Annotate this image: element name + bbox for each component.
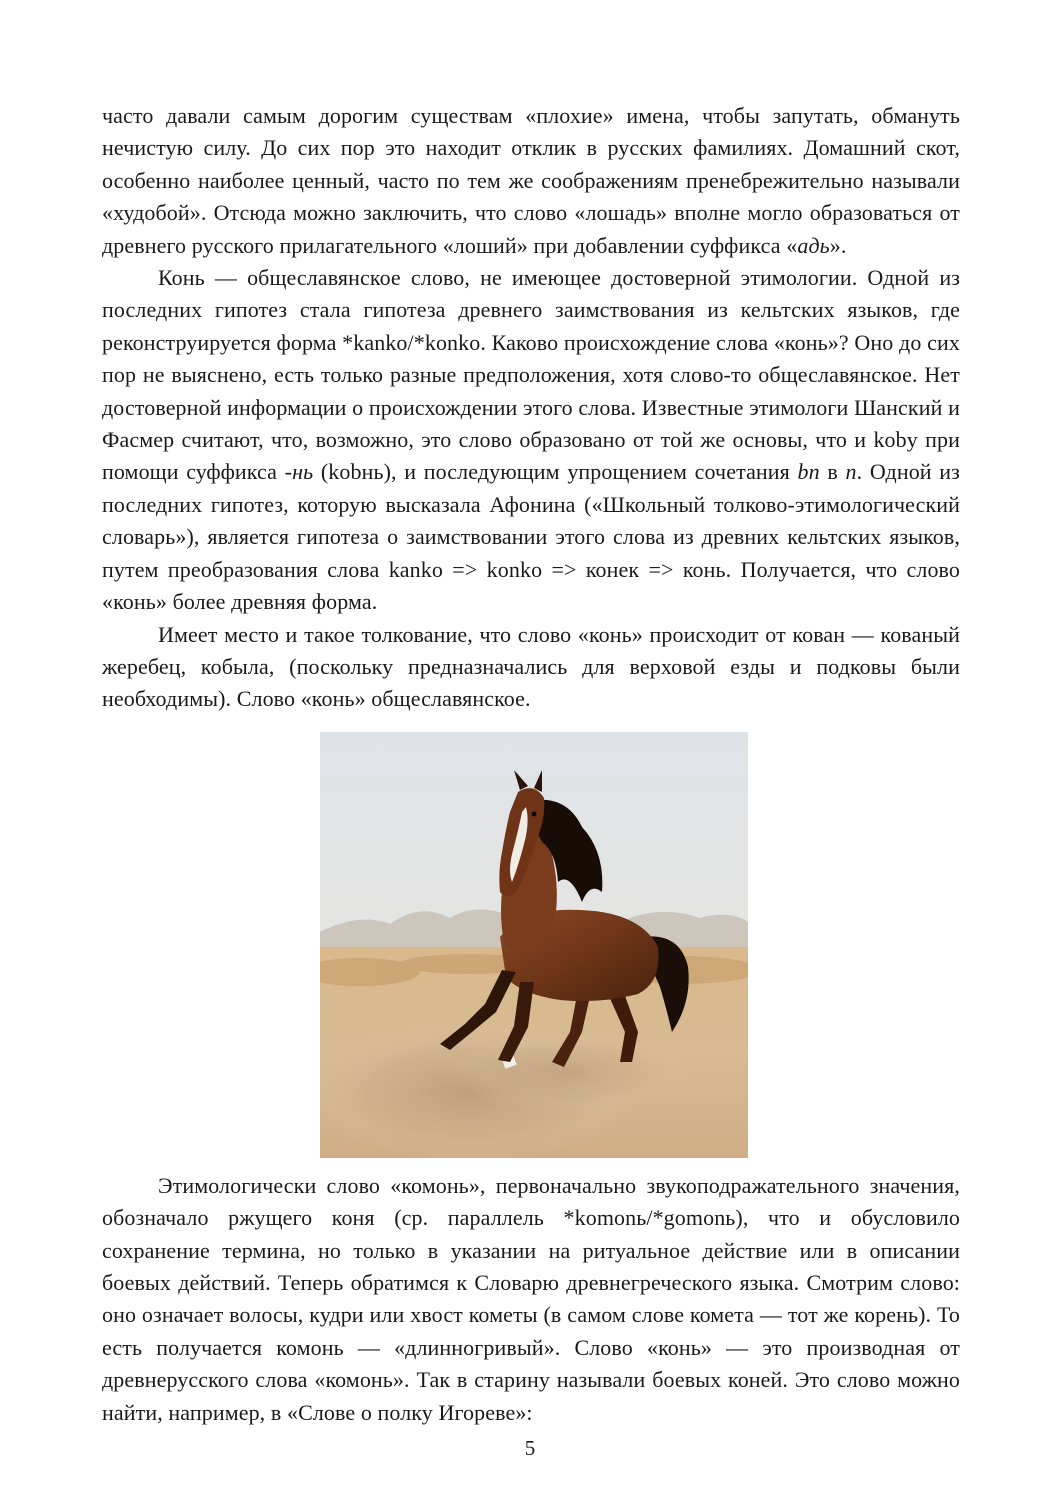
paragraph-1-text: часто давали самым дорогим существам «плохие» имена, чтобы запутать, обмануть нечистую силу. До сих пор это находит отклик в русских фамилиях. Домашний скот, особенно наиболее ценный, часто по тем же соображениям пренебрежительно называли «худобой». Отсюда можно заключить, что слово «лошадь» вполне могло образоваться от древнего русского прилагательного «лоший» при добавлении суффикса « [102, 103, 960, 258]
paragraph-4: Этимологически слово «комонь», первоначально звукоподражательного значения, обозначало ржущего коня (ср. параллель *komonь/*gomonь), что и обусловило сохранение термина, но только в указании на ритуальное действие или в описании боевых действий. Теперь обратимся к Словарю древнегреческого языка. Смотрим слово: оно означает волосы, кудри или хвост кометы (в самом слове комета — тот же корень). То есть получается комонь — «длинногривый». Слово «конь» — это производная от древнерусского слова «комонь». Так в старину называли боевых коней. Это слово можно найти, например, в «Слове о полку Игореве»: [102, 1172, 960, 1425]
paragraph-1-end: ». [829, 232, 847, 258]
paragraph-3: Имеет место и такое толкование, что слово «конь» происходит от кован — кованый жеребец, кобыла, (поскольку предназначались для верховой езды и подковы были необходимы). Слово «конь» общеславянское. [102, 621, 960, 712]
suffix-ad: адь [797, 232, 830, 258]
figure [102, 732, 960, 1158]
paragraph-2-text-b: (kobнь), и последующим упрощением сочетания [313, 459, 798, 485]
horse-illustration [320, 732, 748, 1158]
cluster-bn: bn [797, 459, 820, 485]
paragraph-2-text-a: Конь — общеславянское слово, не имеющее достоверной этимологии. Одной из последних гипотез стала гипотеза древнего заимствования из кельтских языков, где реконструируется форма *kanko/*konko. Каково происхождение слова «конь»? Оно до сих пор не выяснено, есть только разные предположения, хотя слово-то общеславянское. Нет достоверной информации о происхождении этого слова. Известные этимологи Шанский и Фасмер считают, что, возможно, это слово образовано от той же основы, что и koby при помощи суффикса - [102, 265, 960, 485]
paragraph-1 [102, 100, 960, 262]
page-number: 5 [524, 1436, 536, 1460]
suffix-n: нь [292, 459, 314, 485]
paragraph-2-text-d: . Одной из последних гипотез, которую высказала Афонина («Школьный толково-этимологический словарь»), является гипотеза о заимствовании этого слова из древних кельтских языков, путем преобразования слова kanko => konko => конек => конь. Получается, что слово «конь» более древняя форма. [102, 459, 960, 615]
document-page [102, 100, 960, 1429]
horse-photo [320, 732, 748, 1158]
paragraph-2-text-c: в [819, 459, 846, 485]
letter-n: n [845, 459, 857, 485]
paragraph-2 [102, 262, 960, 618]
